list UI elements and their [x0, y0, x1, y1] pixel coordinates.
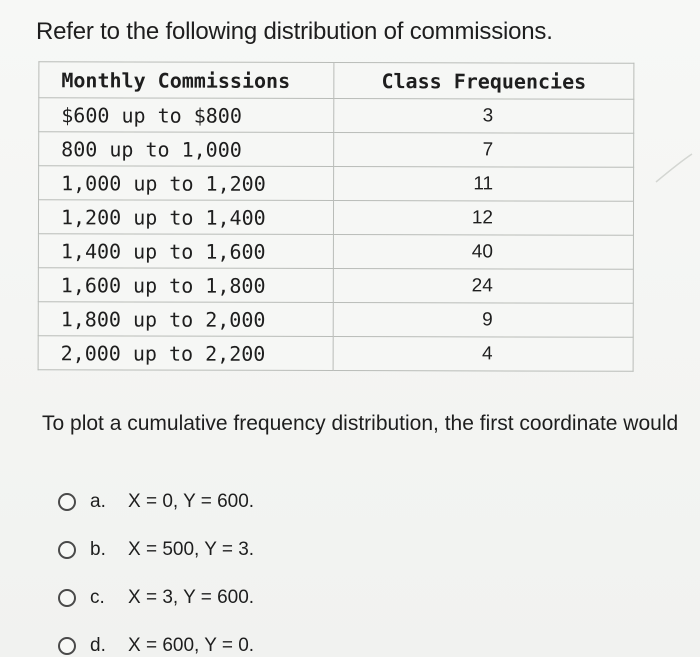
option-c[interactable] [58, 574, 254, 622]
option-text: X = 0, Y = 600. [128, 491, 255, 512]
class-cell: 1,200 up to 1,400 [38, 200, 333, 235]
radio-button-icon[interactable] [58, 589, 76, 607]
option-letter: a. [90, 491, 106, 512]
table-row [38, 268, 633, 304]
class-cell: 1,000 up to 1,200 [39, 166, 334, 201]
table-row [38, 200, 633, 236]
class-cell: 800 up to 1,000 [39, 132, 334, 167]
header-monthly-commissions: Monthly Commissions [39, 62, 334, 99]
table-row [39, 98, 634, 134]
commission-distribution-table [38, 61, 635, 372]
header-class-frequencies: Class Frequencies [334, 62, 634, 99]
table-row [39, 132, 634, 168]
option-a[interactable] [58, 478, 254, 526]
intro-text: Refer to the following distribution of commissions. [36, 18, 553, 45]
table-row [38, 336, 633, 372]
class-cell: 1,800 up to 2,000 [38, 302, 333, 337]
option-b[interactable] [58, 526, 254, 574]
frequency-cell: 12 [333, 200, 633, 235]
option-letter: b. [90, 539, 106, 560]
option-d[interactable] [58, 622, 254, 657]
radio-button-icon[interactable] [58, 541, 76, 559]
option-text: X = 3, Y = 600. [128, 587, 255, 608]
answer-options [58, 478, 254, 657]
class-cell: 1,600 up to 1,800 [38, 268, 333, 303]
frequency-cell: 7 [334, 132, 634, 167]
frequency-cell: 24 [333, 268, 633, 303]
class-cell: 1,400 up to 1,600 [38, 234, 333, 269]
question-text: To plot a cumulative frequency distribution, the first coordinate would [42, 412, 679, 435]
table-row [39, 166, 634, 202]
class-cell: 2,000 up to 2,200 [38, 336, 333, 371]
option-letter: d. [90, 635, 106, 656]
frequency-cell: 40 [333, 234, 633, 269]
radio-button-icon[interactable] [58, 493, 76, 511]
table-row [38, 302, 633, 338]
table-row [38, 234, 633, 270]
class-cell: $600 up to $800 [39, 98, 334, 133]
option-letter: c. [90, 587, 105, 608]
frequency-cell: 3 [334, 98, 634, 133]
table-header-row [39, 62, 634, 100]
frequency-cell: 11 [334, 166, 634, 201]
screen-glare-mark [654, 150, 694, 190]
radio-button-icon[interactable] [58, 637, 76, 655]
frequency-cell: 4 [333, 336, 633, 371]
frequency-cell: 9 [333, 302, 633, 337]
option-text: X = 500, Y = 3. [128, 539, 255, 560]
option-text: X = 600, Y = 0. [128, 635, 255, 656]
